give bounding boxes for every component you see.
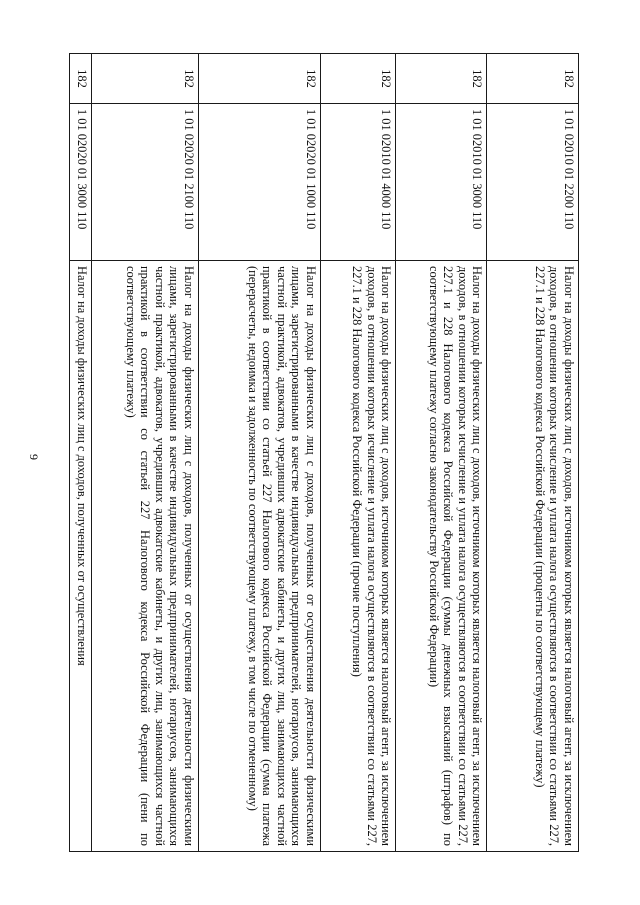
income-name-cell: Налог на доходы физических лиц с доходов, полученных от осуществления деятельности физическими лицами, зарегистрированными в качестве индивидуальных предпринимателей, нотариусов, занимающихся частной практикой, адвокатов, учредивших адвокатские кабинеты, и других лиц, занимающихся частной практикой в соответствии со статьей 227 Налогового кодекса Российской Федерации (пени по соответствующему платежу) <box>92 261 198 852</box>
admin-code-cell: 182 <box>396 54 487 104</box>
admin-code-cell: 182 <box>320 54 395 104</box>
income-name-cell: Налог на доходы физических лиц с доходов, источником которых является налоговый агент, за исключением доходов, в отношении которых исчисление и уплата налога осуществляются в соответствии со статьями 227, 227.1 и 228 Налогового кодекса Российской Федерации (проценты по соответствующему платежу) <box>487 261 579 852</box>
admin-code-cell: 182 <box>92 54 198 104</box>
admin-code-cell: 182 <box>487 54 579 104</box>
kbk-code-cell: 1 01 02020 01 2100 110 <box>92 104 198 261</box>
budget-codes-table <box>69 53 579 852</box>
income-name-cell: Налог на доходы физических лиц с доходов, полученных от осуществления <box>70 261 92 852</box>
page-number: 9 <box>27 454 41 460</box>
kbk-code-cell: 1 01 02020 01 1000 110 <box>198 104 320 261</box>
rotated-table-container <box>69 53 579 851</box>
income-name-cell: Налог на доходы физических лиц с доходов, источником которых является налоговый агент, за исключением доходов, в отношении которых исчисление и уплата налога осуществляются в соответствии со статьями 227, 227.1 и 228 Налогового кодекса Российской Федерации (суммы денежных взысканий (штрафов) по соответствующему платежу согласно законодательству Российской Федерации) <box>396 261 487 852</box>
income-name-cell: Налог на доходы физических лиц с доходов, полученных от осуществления деятельности физическими лицами, зарегистрированными в качестве индивидуальных предпринимателей, нотариусов, занимающихся частной практикой, адвокатов, учредивших адвокатские кабинеты, и других лиц, занимающихся частной практикой в соответствии со статьей 227 Налогового кодекса Российской Федерации (сумма платежа (перерасчеты, недоимка и задолженность по соответствующему платежу, в том числе по отмененному) <box>198 261 320 852</box>
kbk-code-cell: 1 01 02010 01 4000 110 <box>320 104 395 261</box>
table-row <box>320 54 395 852</box>
table-row <box>92 54 198 852</box>
admin-code-cell: 182 <box>198 54 320 104</box>
table-row <box>198 54 320 852</box>
kbk-code-cell: 1 01 02010 01 3000 110 <box>396 104 487 261</box>
table-row <box>396 54 487 852</box>
kbk-code-cell: 1 01 02020 01 3000 110 <box>70 104 92 261</box>
income-name-cell: Налог на доходы физических лиц с доходов, источником которых является налоговый агент, за исключением доходов, в отношении которых исчисление и уплата налога осуществляются в соответствии со статьями 227, 227.1 и 228 Налогового кодекса Российской Федерации (прочие поступления) <box>320 261 395 852</box>
kbk-code-cell: 1 01 02010 01 2200 110 <box>487 104 579 261</box>
table-row <box>487 54 579 852</box>
table-row <box>70 54 92 852</box>
admin-code-cell: 182 <box>70 54 92 104</box>
